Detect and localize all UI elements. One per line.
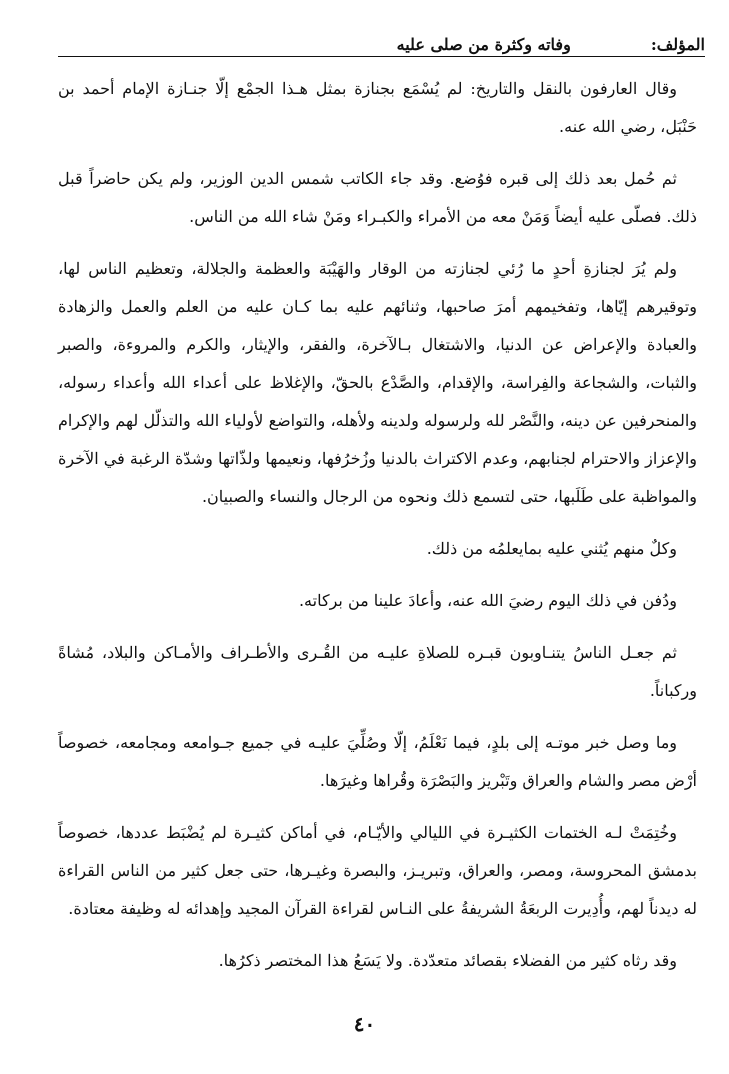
header-rule [58,56,705,57]
paragraph: ثم جعـل الناسُ يتنـاوبون قبـره للصلاةِ عليـه من القُـرى والأطـراف والأمـاكن والبلاد، مُشاةً وركباناً. [58,643,697,700]
paragraph: ودُفن في ذلك اليوم رضيَ الله عنه، وأعادَ علينا من بركاته. [298,591,677,610]
author-label: المؤلف: [650,35,705,54]
paragraph: وقد رثاه كثير من الفضلاء بقصائد متعدّدة. ولا يَسَعُ هذا المختصر ذكرُها. [218,951,677,970]
paragraph: ثم حُمل بعد ذلك إلى قبره فوُضع. وقد جاء الكاتب شمس الدين الوزير، ولم يكن حاضراً قبل ذلك. فصلّى عليه أيضاً وَمَنْ معه من الأمراء والكبـراء ومَنْ شاء الله من الناس. [58,169,697,226]
paragraph: وقال العارفون بالنقل والتاريخ: لم يُسْمَع بجنازة بمثل هـذا الجمْع إلّا جنـازة الإمام أحمد بن حَنْبَل، رضي الله عنه. [58,79,697,136]
chapter-title: وفاته وكثرة من صلى عليه [396,35,571,54]
body-text [58,70,697,994]
paragraph: وخُتِمَتْ لـه الختمات الكثيـرة في الليالي والأيّـام، في أماكن كثيـرة لم يُضْبَط عددها، خصوصاً بدمشق المحروسة، ومصر، والعراق، وتبريـز، والبصرة وغيـرها، حتى جعل كثير من الناس القراءة له ديدناً لهم، وأُدِيرت الربعَةُ الشريفةُ على النـاس لقراءة القرآن المجيد وإهدائه له وظيفة معتادة. [58,823,697,918]
paragraph: وما وصل خبر موتـه إلى بلدٍ، فيما نَعْلَمُ، إلّا وصُلِّيَ عليـه في جميع جـوامعه ومجامعه، خصوصاً أرْض مصر والشام والعراق وتَبْريز والبَصْرَة وقُراها وغيرَها. [58,733,697,790]
paragraph: وكلٌ منهم يُثني عليه بمايعلمُه من ذلك. [426,539,677,558]
running-header [58,24,705,54]
paragraph: ولم يُرَ لجنازةِ أحدٍ ما رُئي لجنازته من الوقار والهَيْبَة والعظمة والجلالة، وتعظيم الناس لها، وتوقيرهم إيّاها، وتفخيمهم أمرَ صاحبها، وثنائهم عليه بما كـان عليه من العلم والعمل والزهادة والعبادة والإعراض عن الدنيا، والاشتغال بـالآخرة، والفقر، والإيثار، والكرم والمروءة، والصبر والثبات، والشجاعة والفِراسة، والإقدام، والصَّدْع بالحقّ، والإغلاظ على أعداء الله وأعداء رسوله، والمنحرفين عن دينه، والنَّصْر لله ولرسوله ولدينه ولأهله، والتواضع لأولياء الله والتذلّل لهم والإكرام والإعزاز والاحترام لجنابهم، وعدم الاكتراث بالدنيا وزُخرُفها، ونعيمها ولذّاتها وشدّة الرغبة في الآخرة والمواظبة على طَلَبها، حتى لتسمع ذلك ونحوه من الرجال والنساء والصبيان. [58,259,698,506]
page-number: ٤٠ [353,1012,376,1036]
